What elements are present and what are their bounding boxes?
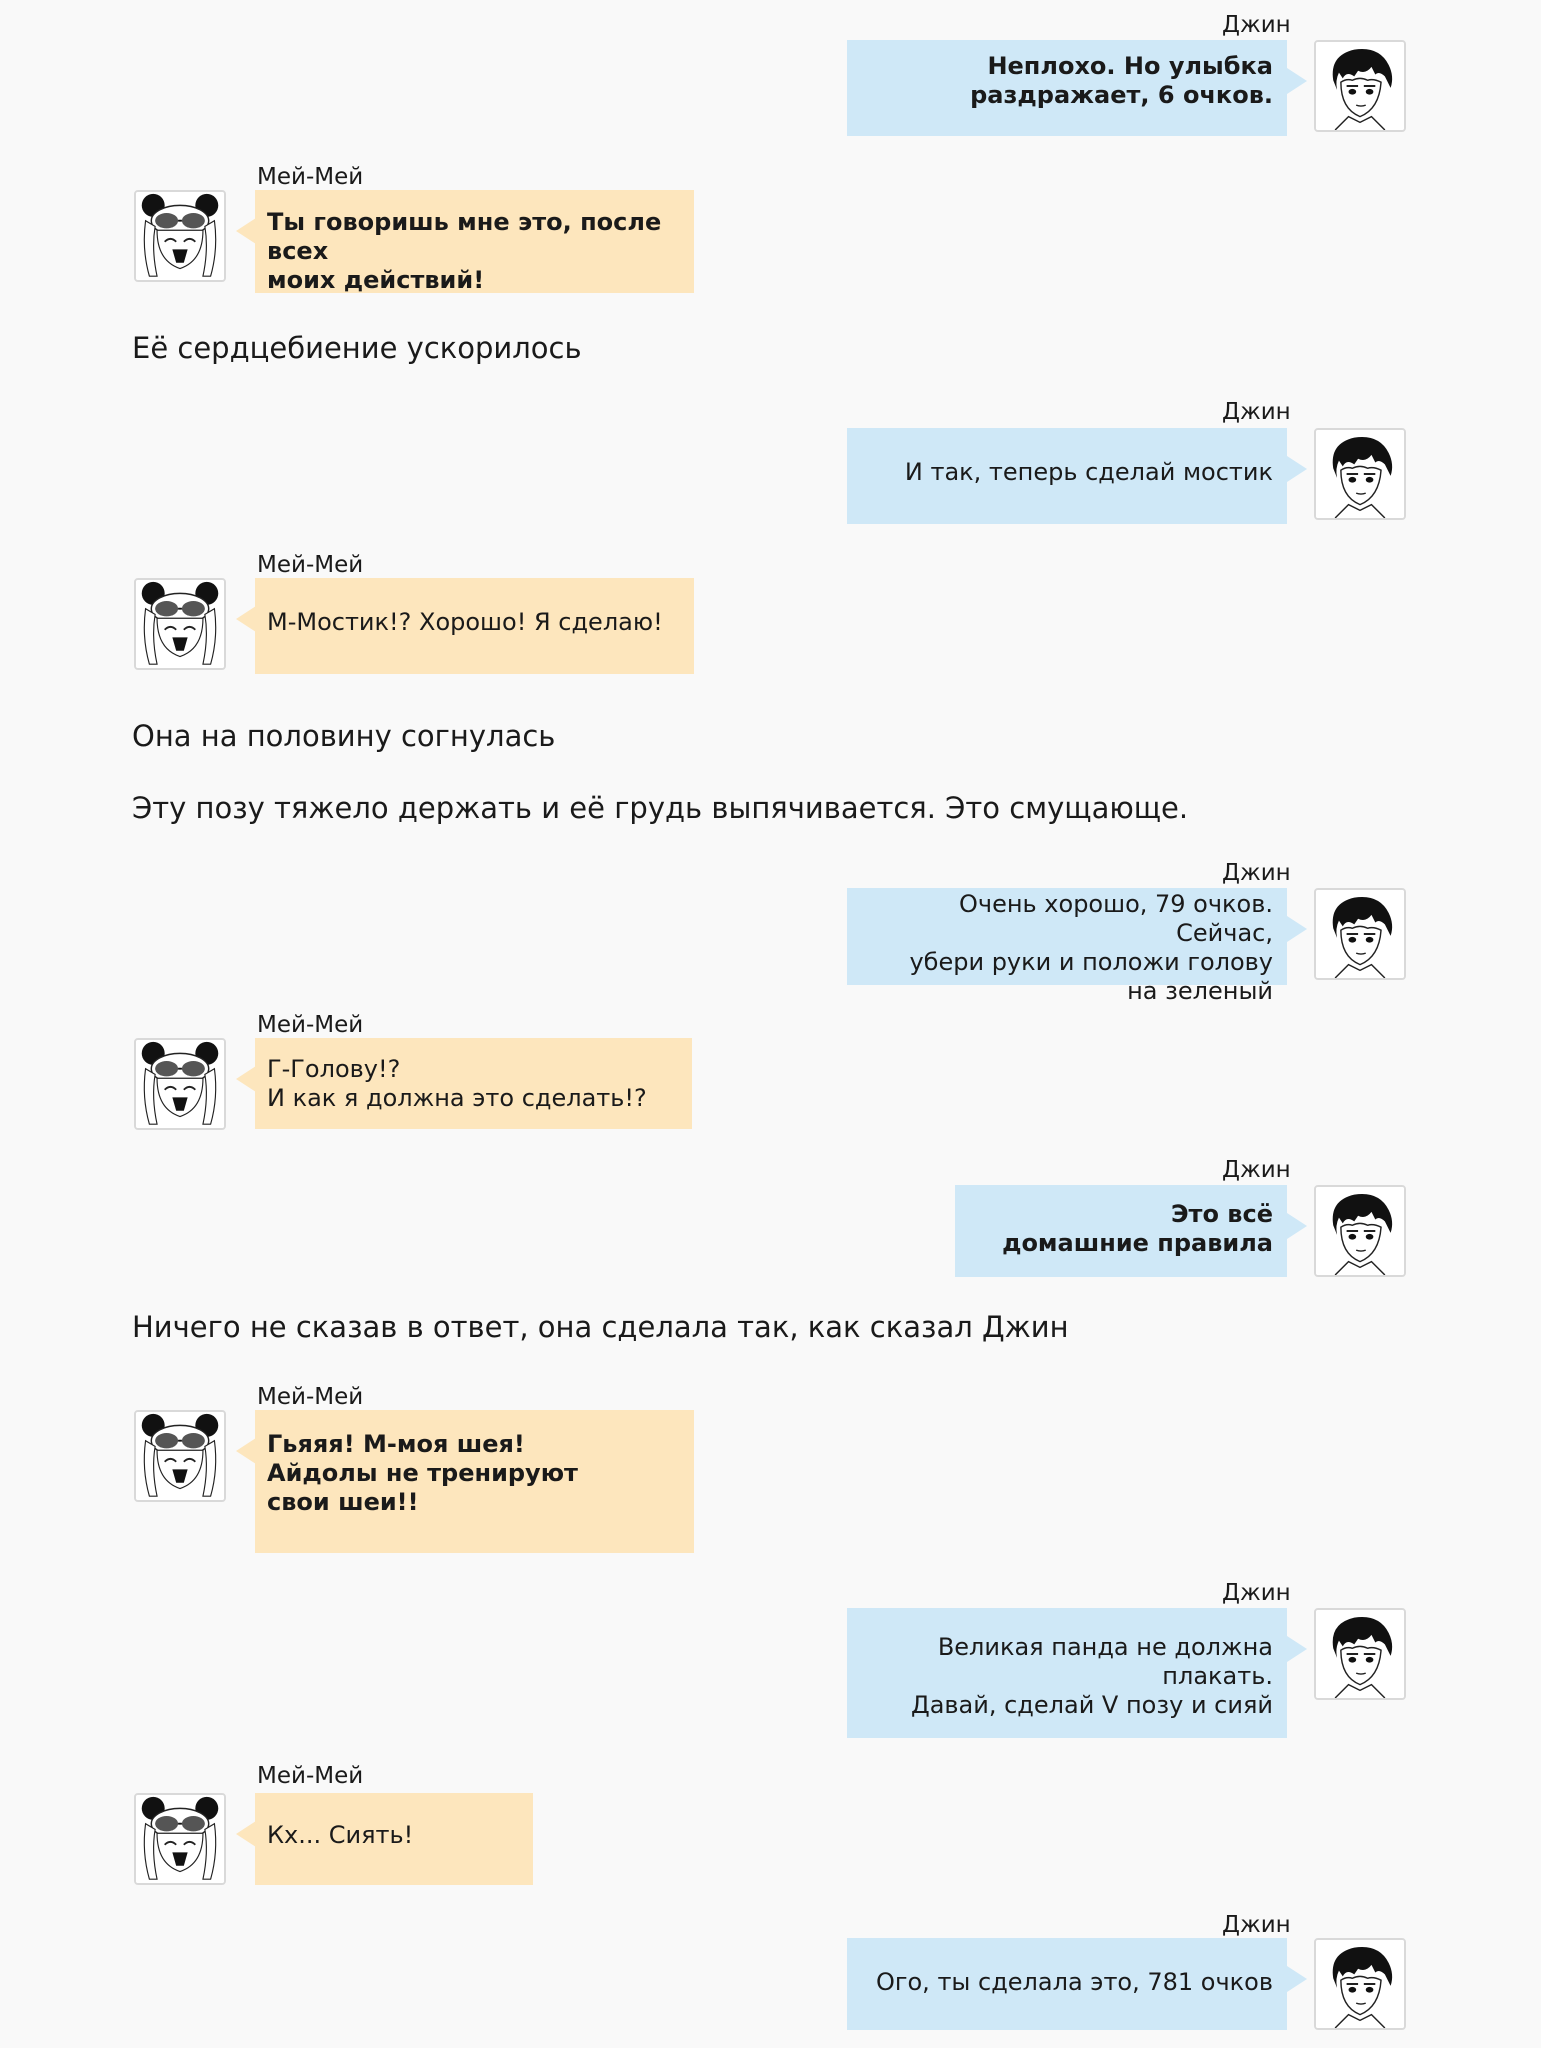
message-bubble-jin [847,1608,1287,1738]
message-text: И так, теперь сделай мостик [904,458,1273,486]
message-text: Г-Голову!? И как я должна это сделать!? [267,1055,647,1112]
bubble-tail [236,606,256,632]
panda-girl-avatar-icon [134,578,226,670]
panda-girl-avatar-icon [134,1410,226,1502]
message-text: Гьяяя! М-моя шея! Айдолы не тренируют свои шеи!! [267,1430,578,1516]
message-bubble-jin [847,1938,1287,2030]
sender-name-jin: Джин [1222,1580,1291,1606]
sender-name-jin: Джин [1222,860,1291,886]
sender-name-jin: Джин [1222,1912,1291,1938]
message-text: Очень хорошо, 79 очков. Сейчас, убери руки и положи голову на зеленый [909,890,1273,1005]
sender-name-jin: Джин [1222,399,1291,425]
panda-girl-avatar-icon [134,190,226,282]
bubble-tail [1287,456,1307,482]
boy-avatar-icon [1314,1185,1406,1277]
message-text: Неплохо. Но улыбка раздражает, 6 очков. [970,52,1273,109]
narration-text: Её сердцебиение ускорилось [132,331,582,365]
panda-girl-avatar-icon [134,1038,226,1130]
narration-text: Эту позу тяжело держать и её грудь выпячивается. Это смущающе. [132,791,1189,825]
narration-text: Она на половину согнулась [132,719,556,753]
message-bubble-jin [847,428,1287,524]
sender-name-mei: Мей-Мей [257,552,364,578]
message-bubble-mei [255,578,694,674]
sender-name-mei: Мей-Мей [257,1763,364,1789]
bubble-tail [236,1066,256,1092]
boy-avatar-icon [1314,1608,1406,1700]
sender-name-jin: Джин [1222,1157,1291,1183]
bubble-tail [1287,1636,1307,1662]
bubble-tail [236,1438,256,1464]
boy-avatar-icon [1314,40,1406,132]
sender-name-mei: Мей-Мей [257,1012,364,1038]
message-bubble-jin [847,888,1287,1005]
message-text: Ты говоришь мне это, после всех моих действий! [267,208,662,294]
message-text: Великая панда не должна плакать. Давай, сделай V позу и сияй [910,1633,1273,1719]
sender-name-jin: Джин [1222,12,1291,38]
message-text: Ого, ты сделала это, 781 очков [876,1968,1273,1996]
message-bubble-mei [255,1410,694,1553]
message-text: Кх... Сиять! [267,1821,414,1849]
message-bubble-jin [847,40,1287,136]
bubble-tail [1287,1213,1307,1239]
boy-avatar-icon [1314,1938,1406,2030]
boy-avatar-icon [1314,888,1406,980]
panda-girl-avatar-icon [134,1793,226,1885]
message-text: М-Мостик!? Хорошо! Я сделаю! [267,608,663,636]
narration-text: Ничего не сказав в ответ, она сделала так, как сказал Джин [132,1310,1069,1344]
message-bubble-mei [255,1038,692,1129]
message-bubble-mei [255,190,694,293]
bubble-tail [1287,916,1307,942]
bubble-tail [1287,68,1307,94]
message-text: Это всё домашние правила [1002,1200,1273,1257]
bubble-tail [236,1821,256,1847]
sender-name-mei: Мей-Мей [257,164,364,190]
boy-avatar-icon [1314,428,1406,520]
sender-name-mei: Мей-Мей [257,1384,364,1410]
message-bubble-mei [255,1793,533,1885]
bubble-tail [236,218,256,244]
bubble-tail [1287,1966,1307,1992]
message-bubble-jin [955,1185,1287,1277]
